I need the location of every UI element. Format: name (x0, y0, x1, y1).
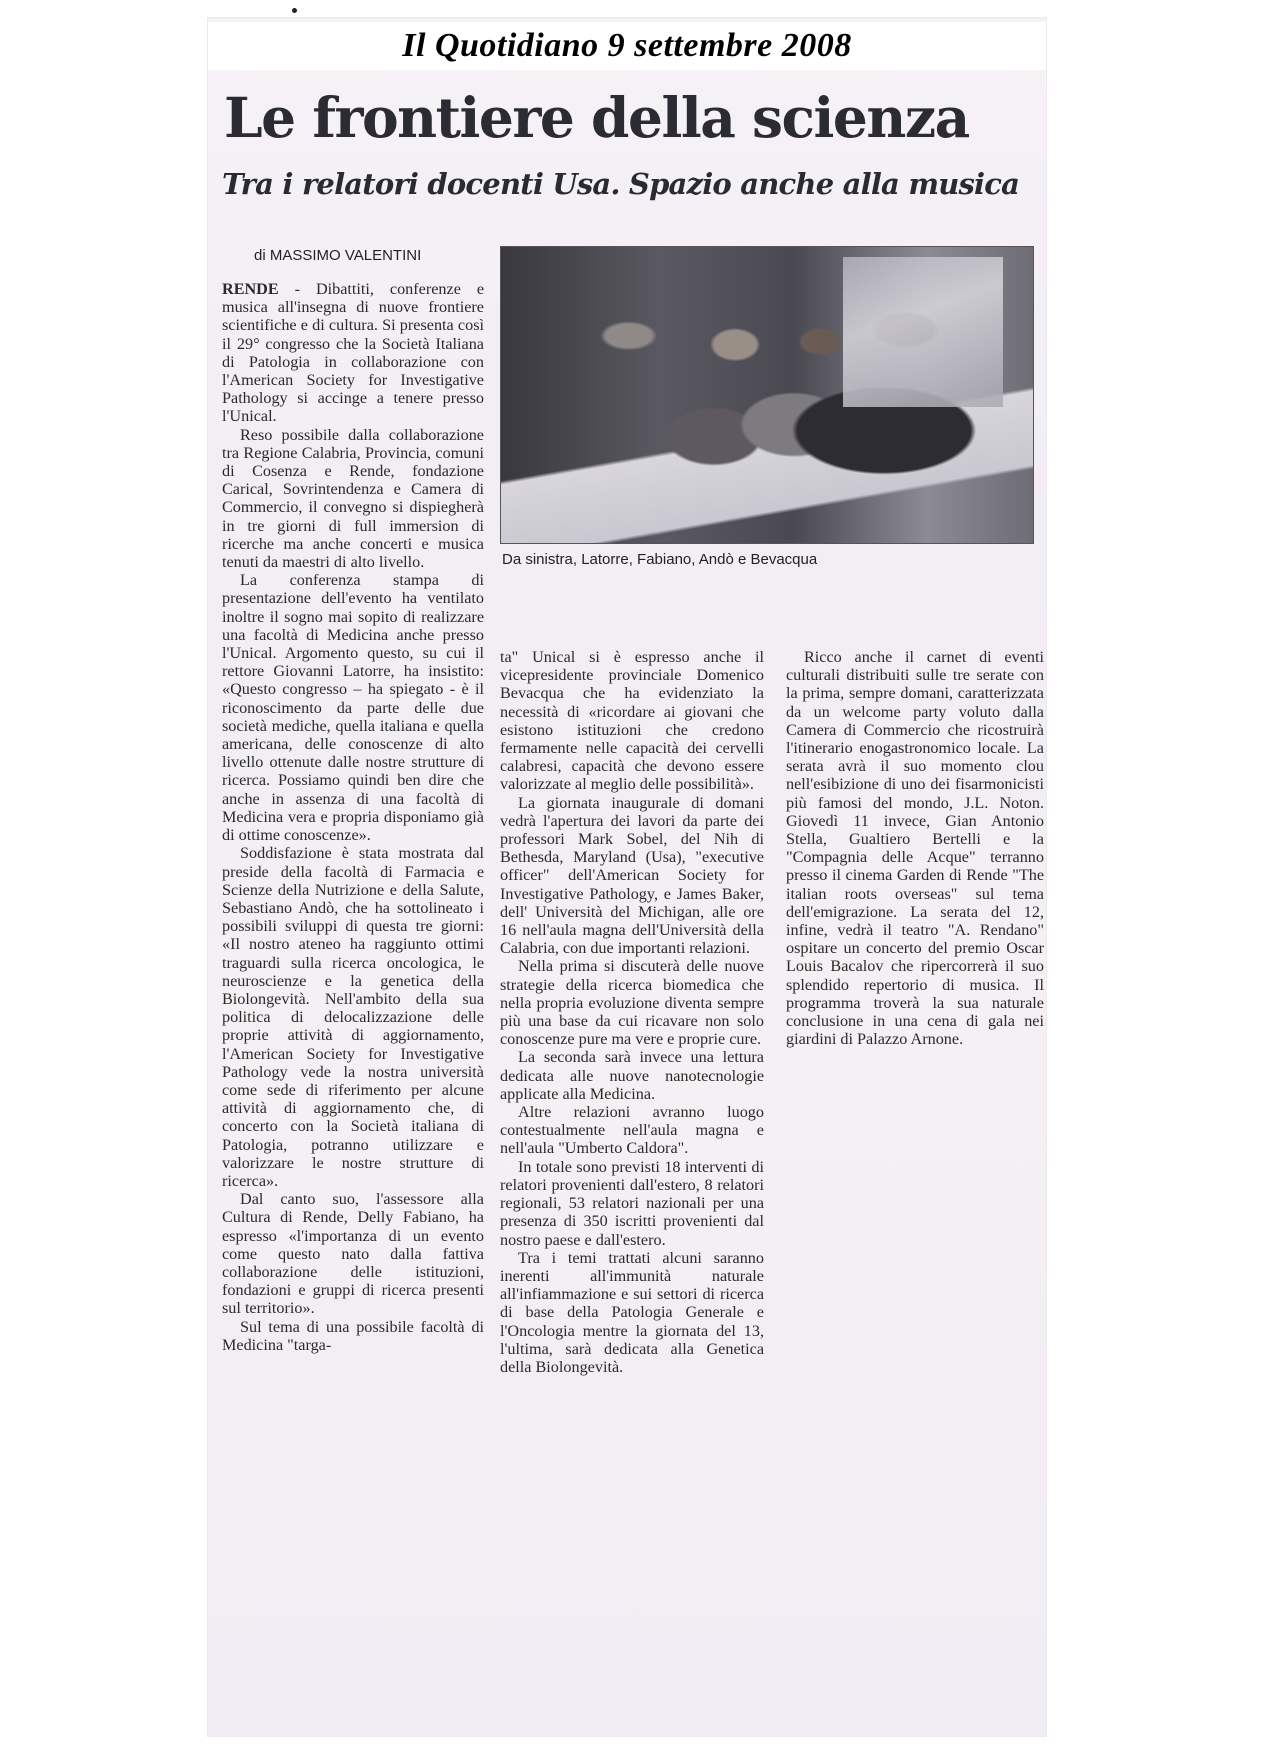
article-paragraph: La conferenza stampa di presentazione dell'evento ha ventilato inoltre il sogno mai sopito di realizzare una facoltà di Medicina anche presso l'Unical. Argomento questo, su cui il rettore Giovanni Latorre, ha insistito: «Questo congresso – ha spiegato - è il riconoscimento da parte delle due società mediche, quella italiana e quella americana, delle conoscenze di alto livello ottenute dalle nostre strutture di ricerca. Possiamo quindi ben dire che anche in assenza di una facoltà di Medicina vera e propria disponiamo già di ottime conoscenze». (222, 571, 484, 845)
photo-background-window (843, 257, 1003, 407)
article-paragraph: Nella prima si discuterà delle nuove strategie della ricerca biomedica che nella propria evoluzione diventa sempre più una base da cui ricavare non solo conoscenze pure ma vere e proprie cure. (500, 957, 764, 1049)
article-paragraph: Reso possibile dalla collaborazione tra Regione Calabria, Provincia, comuni di Cosenza e Rende, fondazione Carical, Sovrintendenza e Camera di Commercio, il convegno si dispiegherà in tre giorni di full immersion di ricerche ma anche concerti e musica tenuti da maestri di alto livello. (222, 425, 484, 572)
article-paragraph: Soddisfazione è stata mostrata dal preside della facoltà di Farmacia e Scienze della Nutrizione e della Salute, Sebastiano Andò, che ha sottolineato i possibili sviluppi di questa tre giorni: «Il nostro ateneo ha raggiunto ottimi traguardi sulla ricerca oncologica, le neuroscienze e la genetica della Biolongevità. Nell'ambito della sua politica di delocalizzazione delle proprie attività di aggiornamento, l'American Society for Investigative Pathology vede la nostra università come sede di riferimento per alcune attività di aggiornamento che, di concerto con la Società italiana di Patologia, potranno utilizzare e valorizzare le nostre strutture di ricerca». (222, 844, 484, 1190)
article-paragraph: ta" Unical si è espresso anche il vicepresidente provinciale Domenico Bevacqua che ha evidenziato la necessità di «ricordare ai giovani che esistono istituzioni che credono fermamente nelle capacità dei cervelli calabresi, capacità che devono essere valorizzate al meglio delle possibilità». (500, 648, 764, 794)
article-paragraph: In totale sono previsti 18 interventi di relatori provenienti dall'estero, 8 relatori regionali, 53 relatori nazionali per una presenza di 350 iscritti provenienti dal nostro paese e dall'estero. (500, 1157, 764, 1249)
article-paragraph: La giornata inaugurale di domani vedrà l'apertura dei lavori da parte dei professori Mark Sobel, del Nih di Bethesda, Maryland (Usa), "executive officer" dell'American Society for Investigative Pathology, e James Baker, dell' Università del Michigan, alle ore 16 nell'aula magna dell'Università della Calabria, con due importanti relazioni. (500, 793, 764, 958)
newspaper-clipping (208, 18, 1046, 1736)
scan-speck (292, 8, 297, 13)
article-paragraph: La seconda sarà invece una lettura dedicata alle nuove nanotecnologie applicate alla Medicina. (500, 1048, 764, 1103)
article-column-1 (222, 280, 484, 1724)
article-paragraph: Sul tema di una possibile facoltà di Medicina "targa- (222, 1317, 484, 1354)
article-paragraph: Ricco anche il carnet di eventi culturali distribuiti sulle tre serate con la prima, sempre domani, caratterizzata da un welcome party voluto dalla Camera di Commercio che ricostruirà l'itinerario enogastronomico locale. La serata avrà il suo momento clou nell'esibizione di uno dei fisarmonicisti più famosi del mondo, J.L. Noton. Giovedì 11 invece, Gian Antonio Stella, Gualtiero Bertelli e la "Compagnia delle Acque" terranno presso il cinema Garden di Rende "The italian roots overseas" sul tema dell'emigrazione. La serata del 12, infine, vedrà il teatro "A. Rendano" ospitare un concerto del premio Oscar Louis Bacalov che ripercorrerà il suo splendido repertorio di musica. Il programma troverà la sua naturale conclusione in una cena di gala nei giardini di Palazzo Arnone. (786, 648, 1044, 1049)
article-paragraph: RENDE - Dibattiti, conferenze e musica all'insegna di nuove frontiere scientifiche e di cultura. Si presenta così il 29° congresso che la Società Italiana di Patologia in collaborazione con l'American Society for Investigative Pathology si accinge a tenere presso l'Unical. (222, 280, 485, 426)
byline: di MASSIMO VALENTINI (254, 247, 422, 264)
article-paragraph: Tra i temi trattati alcuni saranno inerenti all'immunità naturale all'infiammazione e sui settori di ricerca di base della Patologia Generale e l'Oncologia mentre la giornata del 13, l'ultima, sarà dedicata alla Genetica della Biolongevità. (500, 1248, 764, 1376)
article-paragraph: Dal canto suo, l'assessore alla Cultura di Rende, Delly Fabiano, ha espresso «l'importanza di un evento come questo nato dalla fattiva collaborazione delle istituzioni, fondazioni e gruppi di ricerca presenti sul territorio». (222, 1190, 484, 1318)
headline: Le frontiere della scienza (224, 85, 969, 150)
article-column-2 (500, 648, 764, 1724)
masthead: Il Quotidiano 9 settembre 2008 (208, 22, 1046, 70)
dateline: RENDE (222, 280, 279, 298)
subheadline: Tra i relatori docenti Usa. Spazio anche alla musica (222, 167, 1020, 201)
article-paragraph: Altre relazioni avranno luogo contestualmente nell'aula magna e nell'aula "Umberto Caldora". (500, 1103, 764, 1158)
news-photo (500, 246, 1034, 544)
photo-caption: Da sinistra, Latorre, Fabiano, Andò e Bevacqua (502, 551, 818, 568)
article-column-3 (786, 648, 1044, 1248)
